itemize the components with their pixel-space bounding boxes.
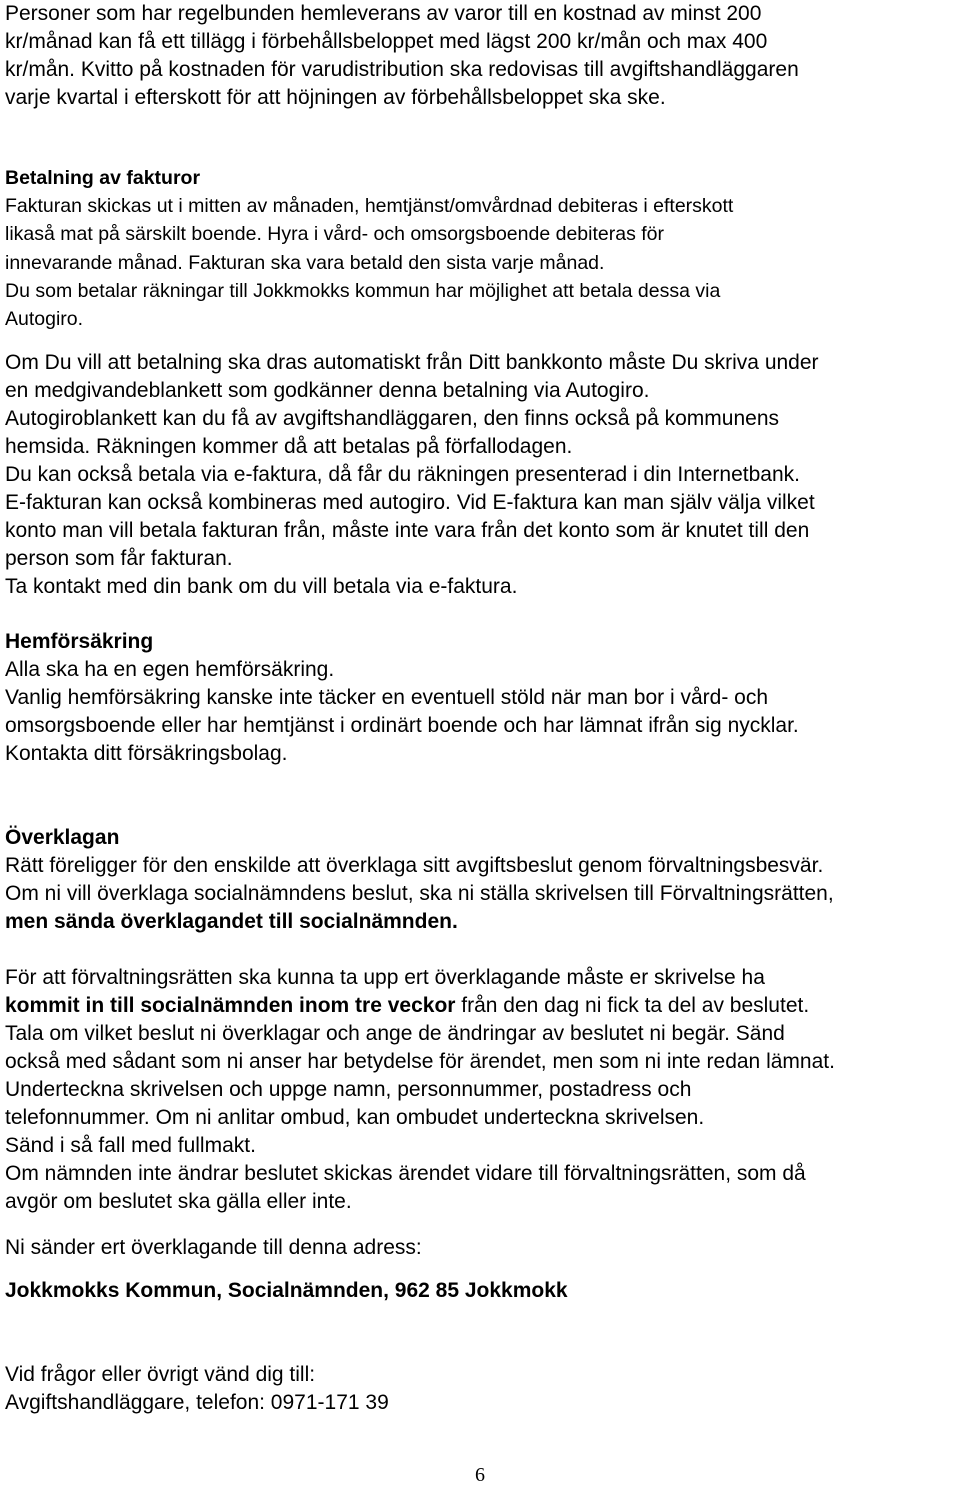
text-line: Om ni vill överklaga socialnämndens beslut, ska ni ställa skrivelsen till Förvaltningsrätten,: [5, 882, 834, 905]
text-line: Autogiro.: [5, 308, 84, 331]
section-heading: Överklagan: [5, 826, 120, 849]
deadline-bold: kommit in till socialnämnden inom tre veckor: [5, 994, 456, 1017]
section-heading: Hemförsäkring: [5, 630, 154, 653]
text-line: Fakturan skickas ut i mitten av månaden, hemtjänst/omvårdnad debiteras i efterskott: [5, 195, 734, 218]
text-line: också med sådant som ni anser har betydelse för ärendet, men som ni inte redan lämnat.: [5, 1050, 835, 1073]
betalning-section: [5, 164, 960, 333]
text-line: Ta kontakt med din bank om du vill betala via e-faktura.: [5, 575, 518, 598]
text-line: telefonnummer. Om ni anlitar ombud, kan ombudet underteckna skrivelsen.: [5, 1106, 705, 1129]
contact-info: [5, 1361, 960, 1417]
hemforsakring-section: [5, 628, 960, 768]
text-line: Vanlig hemförsäkring kanske inte täcker en eventuell stöld när man bor i vård- och: [5, 686, 769, 709]
deadline-rest: från den dag ni fick ta del av beslutet.: [455, 994, 810, 1017]
text-line: hemsida. Räkningen kommer då att betalas på förfallodagen.: [5, 435, 573, 458]
section-heading: Betalning av fakturor: [5, 167, 201, 189]
text-line: E-fakturan kan också kombineras med autogiro. Vid E-faktura kan man själv välja vilket: [5, 491, 815, 514]
text-line-bold: men sända överklagandet till socialnämnden.: [5, 910, 458, 933]
intro-paragraph: [5, 0, 960, 112]
overklagan-instructions: [5, 964, 960, 1216]
text-line: Om nämnden inte ändrar beslutet skickas ärendet vidare till förvaltningsrätten, som då: [5, 1162, 806, 1185]
text-line: Vid frågor eller övrigt vänd dig till:: [5, 1363, 316, 1386]
text-line: Autogiroblankett kan du få av avgiftshandläggaren, den finns också på kommunens: [5, 407, 779, 430]
text-line: Sänd i så fall med fullmakt.: [5, 1134, 256, 1157]
text-line: konto man vill betala fakturan från, måste inte vara från det konto som är knutet till den: [5, 519, 810, 542]
mailing-address: [5, 1277, 960, 1305]
text-line: kr/mån. Kvitto på kostnaden för varudistribution ska redovisas till avgiftshandläggaren: [5, 58, 799, 81]
text-line: Du kan också betala via e-faktura, då får du räkningen presenterad i din Internetbank.: [5, 463, 800, 486]
text-line: varje kvartal i efterskott för att höjningen av förbehållsbeloppet ska ske.: [5, 86, 666, 109]
address-line: Jokkmokks Kommun, Socialnämnden, 962 85 Jokkmokk: [5, 1279, 568, 1302]
text-line: Avgiftshandläggare, telefon: 0971-171 39: [5, 1391, 389, 1414]
betalning-autogiro-paragraph: [5, 349, 960, 601]
text-line: kr/månad kan få ett tillägg i förbehållsbeloppet med lägst 200 kr/mån och max 400: [5, 30, 768, 53]
text-line: omsorgsboende eller har hemtjänst i ordinärt boende och har lämnat ifrån sig nycklar.: [5, 714, 799, 737]
text-line: innevarande månad. Fakturan ska vara betald den sista varje månad.: [5, 251, 605, 274]
text-line: Kontakta ditt försäkringsbolag.: [5, 742, 288, 765]
text-line: person som får fakturan.: [5, 547, 233, 570]
text-line: Underteckna skrivelsen och uppge namn, personnummer, postadress och: [5, 1078, 692, 1101]
text-line: Personer som har regelbunden hemleverans av varor till en kostnad av minst 200: [5, 2, 762, 25]
page-number: 6: [475, 1464, 485, 1486]
text-line: Ni sänder ert överklagande till denna adress:: [5, 1236, 422, 1259]
text-line: För att förvaltningsrätten ska kunna ta upp ert överklagande måste er skrivelse ha: [5, 966, 765, 989]
text-line: [5, 992, 960, 1020]
text-line: Tala om vilket beslut ni överklagar och ange de ändringar av beslutet ni begär. Sänd: [5, 1022, 785, 1045]
text-line: en medgivandeblankett som godkänner denna betalning via Autogiro.: [5, 379, 650, 402]
overklagan-section: [5, 824, 960, 936]
text-line: Rätt föreligger för den enskilde att överklaga sitt avgiftsbeslut genom förvaltningsbesvär.: [5, 854, 824, 877]
text-line: avgör om beslutet ska gälla eller inte.: [5, 1190, 352, 1213]
address-intro: [5, 1234, 960, 1262]
text-line: Alla ska ha en egen hemförsäkring.: [5, 658, 335, 681]
text-line: likaså mat på särskilt boende. Hyra i vård- och omsorgsboende debiteras för: [5, 223, 664, 246]
text-line: Du som betalar räkningar till Jokkmokks kommun har möjlighet att betala dessa via: [5, 279, 721, 302]
text-line: Om Du vill att betalning ska dras automatiskt från Ditt bankkonto måste Du skriva under: [5, 351, 819, 374]
